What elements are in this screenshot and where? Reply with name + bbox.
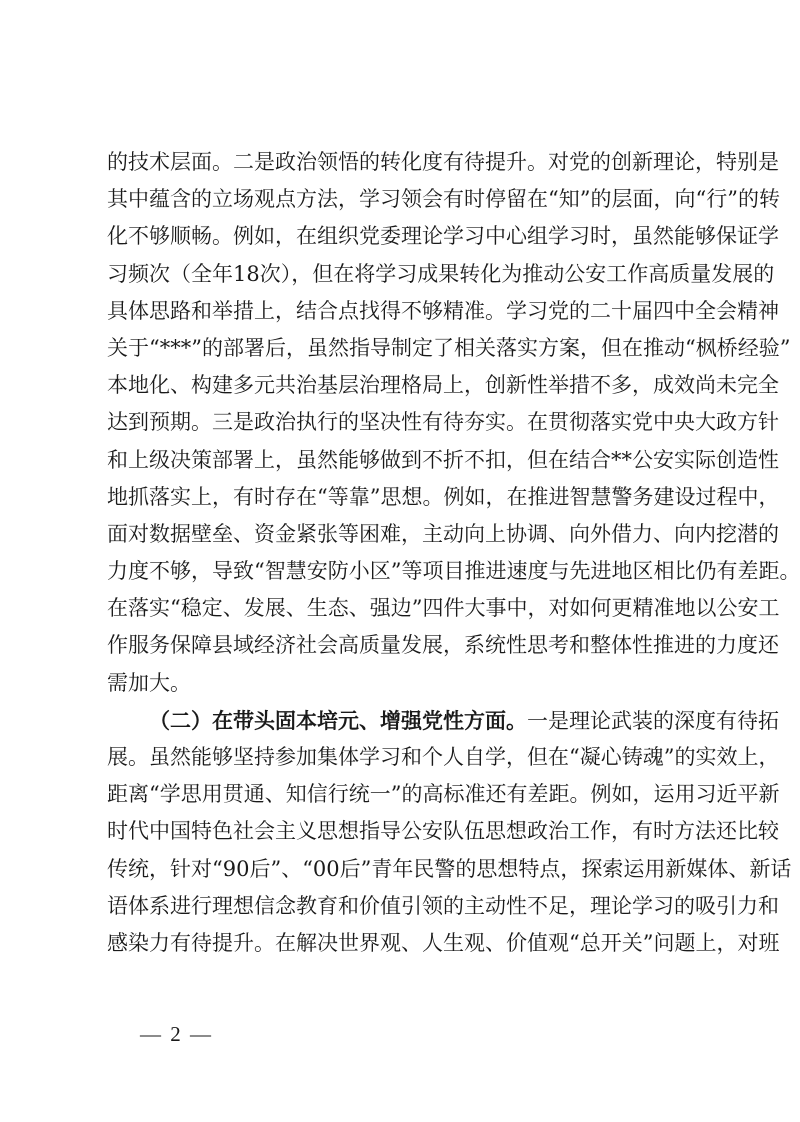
- text-line: 在落实“稳定、发展、生态、强边”四件大事中，对如何更精准地以公安工: [107, 596, 780, 621]
- text-line: 传统，针对“90后”、“00后”青年民警的思想特点，探索运用新媒体、新话: [107, 856, 792, 881]
- text-line: 其中蕴含的立场观点方法，学习领会有时停留在“知”的层面，向“行”的转: [107, 187, 780, 212]
- text-line: 地抓落实上，有时存在“等靠”思想。例如，在推进智慧警务建设过程中，: [107, 484, 780, 509]
- text-line: 和上级决策部署上，虽然能够做到不折不扣，但在结合**公安实际创造性: [107, 447, 779, 472]
- document-body: [107, 144, 800, 962]
- text-line: 力度不够，导致“智慧安防小区”等项目推进速度与先进地区相比仍有差距。: [107, 559, 800, 584]
- text-line: 面对数据壁垒、资金紧张等困难，主动向上协调、向外借力、向内挖潜的: [107, 521, 779, 546]
- text-line: 习频次（全年18次），但在将学习成果转化为推动公安工作高质量发展的: [107, 261, 775, 286]
- text-line: 感染力有待提升。在解决世界观、人生观、价值观“总开关”问题上，对班: [107, 930, 780, 955]
- page-number: — 2 —: [140, 1022, 213, 1046]
- text-line: 化不够顺畅。例如，在组织党委理论学习中心组学习时，虽然能够保证学: [107, 224, 779, 249]
- text-line: 展。虽然能够坚持参加集体学习和个人自学，但在“凝心铸魂”的实效上，: [107, 745, 780, 769]
- text-line: 需加大。: [107, 670, 191, 695]
- text-line: 语体系进行理想信念教育和价值引领的主动性不足，理论学习的吸引力和: [107, 893, 779, 918]
- text-line: 关于“***”的部署后，虽然指导制定了相关落实方案，但在推动“枫桥经验”: [107, 335, 791, 360]
- text-line: 作服务保障县域经济社会高质量发展，系统性思考和整体性推进的力度还: [107, 633, 779, 658]
- text-line: 达到预期。三是政治执行的坚决性有待夯实。在贯彻落实党中央大政方针: [107, 410, 779, 435]
- text-line: 时代中国特色社会主义思想指导公安队伍思想政治工作，有时方法还比较: [107, 819, 779, 844]
- section-heading-line: [107, 702, 779, 739]
- heading-continuation: 一是理论武装的深度有待拓: [527, 708, 779, 733]
- text-line: 距离“学思用贯通、知信行统一”的高标准还有差距。例如，运用习近平新: [107, 782, 780, 807]
- section-heading: （二）在带头固本培元、增强党性方面。: [149, 707, 527, 733]
- text-line: 的技术层面。二是政治领悟的转化度有待提升。对党的创新理论，特别是: [107, 150, 779, 174]
- text-line: 具体思路和举措上，结合点找得不够精准。学习党的二十届四中全会精神: [107, 298, 779, 323]
- text-line: 本地化、构建多元共治基层治理格局上，创新性举措不多，成效尚未完全: [107, 373, 779, 398]
